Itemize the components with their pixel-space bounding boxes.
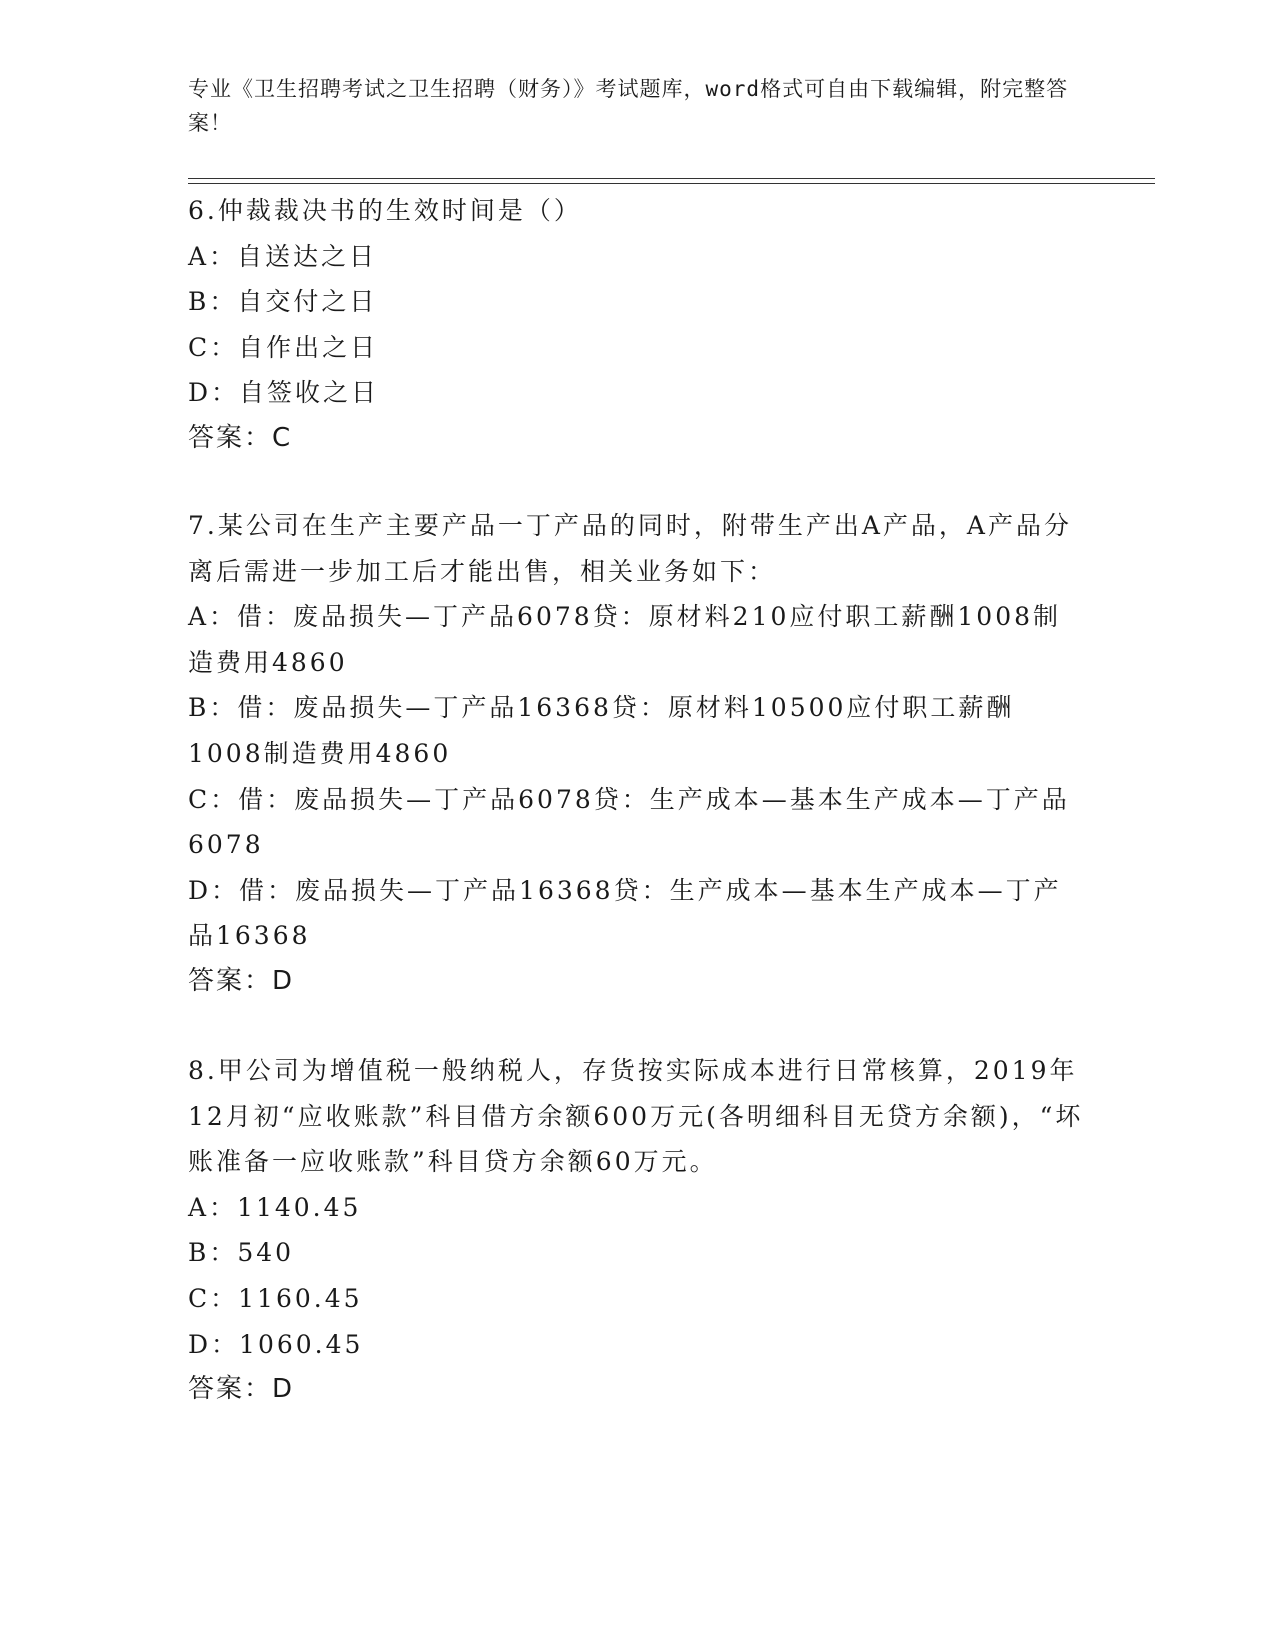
answer-line: 答案：C: [188, 422, 293, 453]
option-b: B：借：废品损失—丁产品16368贷：原材料10500应付职工薪酬1008制造费用4860: [188, 693, 1015, 768]
option-d: D：1060.45: [188, 1329, 364, 1359]
option-c: C：1160.45: [188, 1283, 363, 1313]
option-a: A：自送达之日: [188, 241, 378, 271]
question-stem: 6.仲裁裁决书的生效时间是（）: [188, 196, 582, 225]
answer-line: 答案：D: [188, 1374, 295, 1405]
answer-line: 答案：D: [188, 965, 295, 996]
question-stem: 7.某公司在生产主要产品一丁产品的同时，附带生产出A产品，A产品分离后需进一步加工后才能出售，相关业务如下：: [188, 511, 1072, 586]
question-7: [188, 503, 1088, 1005]
option-b: B：自交付之日: [188, 287, 378, 317]
option-a: A：借：废品损失—丁产品6078贷：原材料210应付职工薪酬1008制造费用4860: [188, 602, 1062, 677]
question-6: [188, 188, 1088, 462]
option-a: A：1140.45: [188, 1192, 362, 1222]
question-stem: 8.甲公司为增值税一般纳税人，存货按实际成本进行日常核算，2019年12月初“应收账款”科目借方余额600万元(各明细科目无贷方余额)，“坏账准备一应收账款”科目贷方余额60万元。: [188, 1056, 1084, 1177]
header-divider-top: [188, 178, 1155, 179]
document-intro: 专业《卫生招聘考试之卫生招聘（财务）》考试题库，word格式可自由下载编辑，附完整答案！: [188, 77, 1069, 135]
option-c: C：借：废品损失—丁产品6078贷：生产成本—基本生产成本—丁产品6078: [188, 784, 1070, 860]
question-8: [188, 1048, 1088, 1413]
option-d: D：自签收之日: [188, 378, 380, 408]
option-d: D：借：废品损失—丁产品16368贷：生产成本—基本生产成本—丁产品16368: [188, 875, 1062, 951]
option-b: B：540: [188, 1238, 295, 1268]
header-divider-bottom: [188, 183, 1155, 184]
option-c: C：自作出之日: [188, 332, 379, 362]
